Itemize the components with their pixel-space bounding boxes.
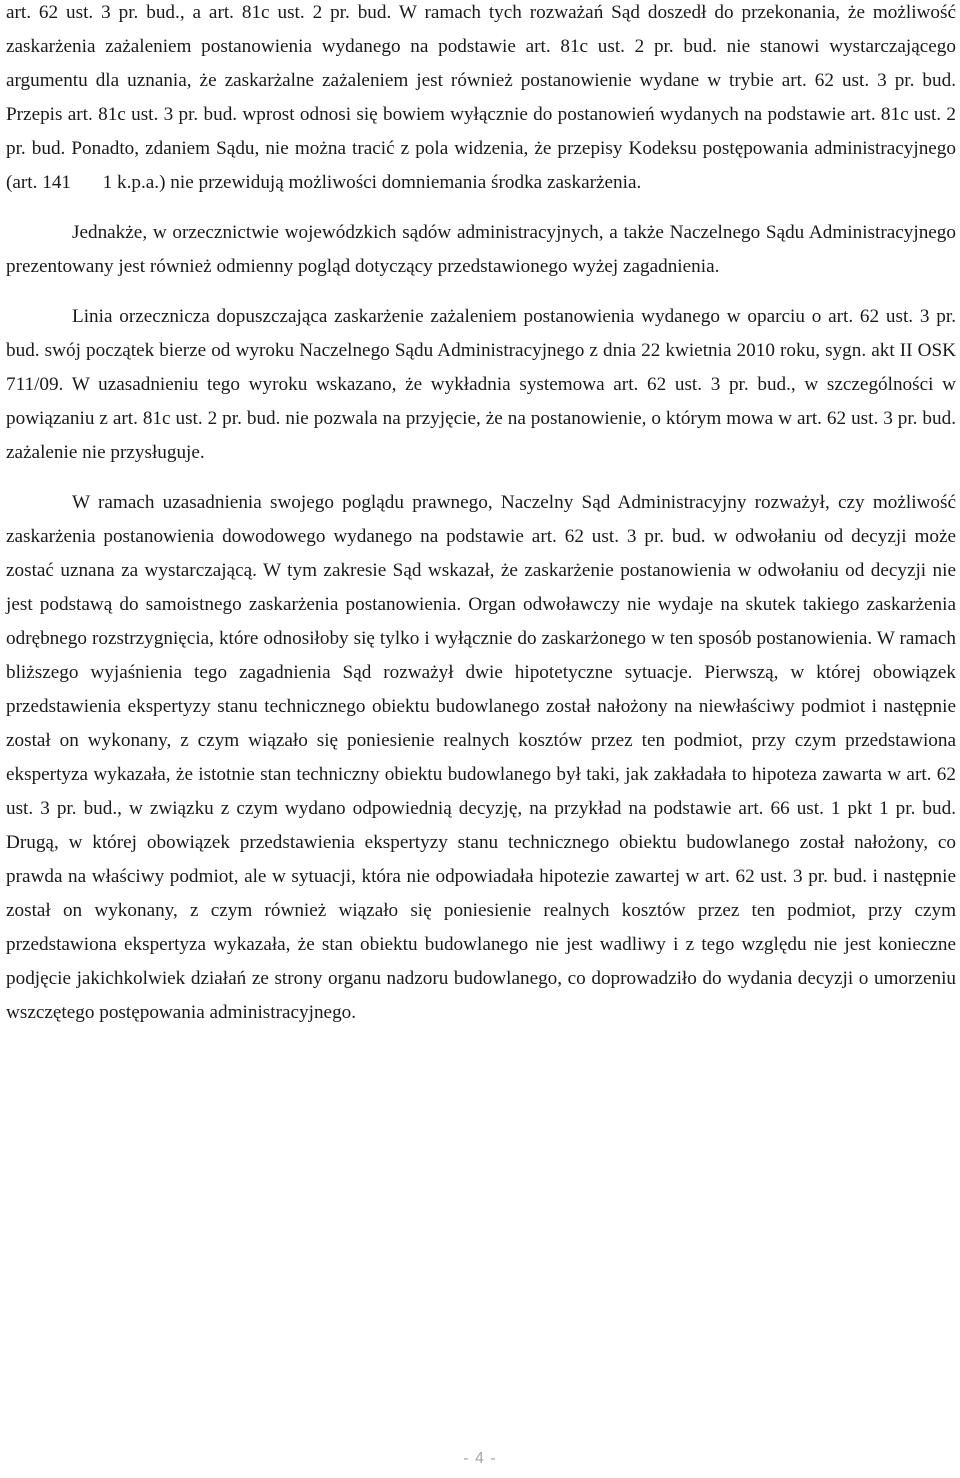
- paragraph-1-text: art. 62 ust. 3 pr. bud., a art. 81c ust. 2 pr. bud. W ramach tych rozważań Sąd doszedł do przekonania, że możliwość zaskarżenia zażaleniem postanowienia wydanego na podstawie art. 81c ust. 2 pr. bud. nie stanowi wystarczającego argumentu dla uznania, że zaskarżalne zażaleniem jest również postanowienie wydane w trybie art. 62 ust. 3 pr. bud. Przepis art. 81c ust. 3 pr. bud. wprost odnosi się bowiem wyłącznie do postanowień wydanych na podstawie art. 81c ust. 2 pr. bud. Ponadto, zdaniem Sądu, nie można tracić z pola widzenia, że przepisy Kodeksu postępowania administracyjnego (art. 141: [6, 2, 956, 193]
- page-number: - 4 -: [463, 1450, 497, 1467]
- paragraph-1-text-end: 1 k.p.a.) nie przewidują możliwości domniemania środka zaskarżenia.: [102, 172, 642, 193]
- paragraph-2: Jednakże, w orzecznictwie wojewódzkich sądów administracyjnych, a także Naczelnego Sądu Administracyjnego prezentowany jest również odmienny pogląd dotyczący przedstawionego wyżej zagadnienia.: [6, 222, 956, 277]
- document-page: [6, 0, 956, 1030]
- paragraph-4: W ramach uzasadnienia swojego poglądu prawnego, Naczelny Sąd Administracyjny rozważył, czy możliwość zaskarżenia postanowienia dowodowego wydanego na podstawie art. 62 ust. 3 pr. bud. w odwołaniu od decyzji może zostać uznana za wystarczającą. W tym zakresie Sąd wskazał, że zaskarżenie postanowienia w odwołaniu od decyzji nie jest podstawą do samoistnego zaskarżenia postanowienia. Organ odwoławczy nie wydaje na skutek takiego zaskarżenia odrębnego rozstrzygnięcia, które odnosiłoby się tylko i wyłącznie do zaskarżonego w ten sposób postanowienia. W ramach bliższego wyjaśnienia tego zagadnienia Sąd rozważył dwie hipotetyczne sytuacje. Pierwszą, w której obowiązek przedstawienia ekspertyzy stanu technicznego obiektu budowlanego został nałożony na niewłaściwy podmiot i następnie został on wykonany, z czym wiązało się poniesienie realnych kosztów przez ten podmiot, przy czym przedstawiona ekspertyza wykazała, że istotnie stan techniczny obiektu budowlanego był taki, jak zakładała to hipoteza zawarta w art. 62 ust. 3 pr. bud., w związku z czym wydano odpowiednią decyzję, na przykład na podstawie art. 66 ust. 1 pkt 1 pr. bud. Drugą, w której obowiązek przedstawienia ekspertyzy stanu technicznego obiektu budowlanego został nałożony, co prawda na właściwy podmiot, ale w sytuacji, która nie odpowiadała hipotezie zawartej w art. 62 ust. 3 pr. bud. i następnie został on wykonany, z czym również wiązało się poniesienie realnych kosztów przez ten podmiot, przy czym przedstawiona ekspertyza wykazała, że stan obiektu budowlanego nie jest wadliwy i z tego względu nie jest konieczne podjęcie jakichkolwiek działań ze strony organu nadzoru budowlanego, co doprowadziło do wydania decyzji o umorzeniu wszczętego postępowania administracyjnego.: [6, 492, 956, 1023]
- paragraph-1: [6, 0, 956, 200]
- section-sign-icon: [76, 171, 98, 191]
- paragraph-3: Linia orzecznicza dopuszczająca zaskarżenie zażaleniem postanowienia wydanego w oparciu o art. 62 ust. 3 pr. bud. swój początek bierze od wyroku Naczelnego Sądu Administracyjnego z dnia 22 kwietnia 2010 roku, sygn. akt II OSK 711/09. W uzasadnieniu tego wyroku wskazano, że wykładnia systemowa art. 62 ust. 3 pr. bud., w szczególności w powiązaniu z art. 81c ust. 2 pr. bud. nie pozwala na przyjęcie, że na postanowienie, o którym mowa w art. 62 ust. 3 pr. bud. zażalenie nie przysługuje.: [6, 306, 956, 463]
